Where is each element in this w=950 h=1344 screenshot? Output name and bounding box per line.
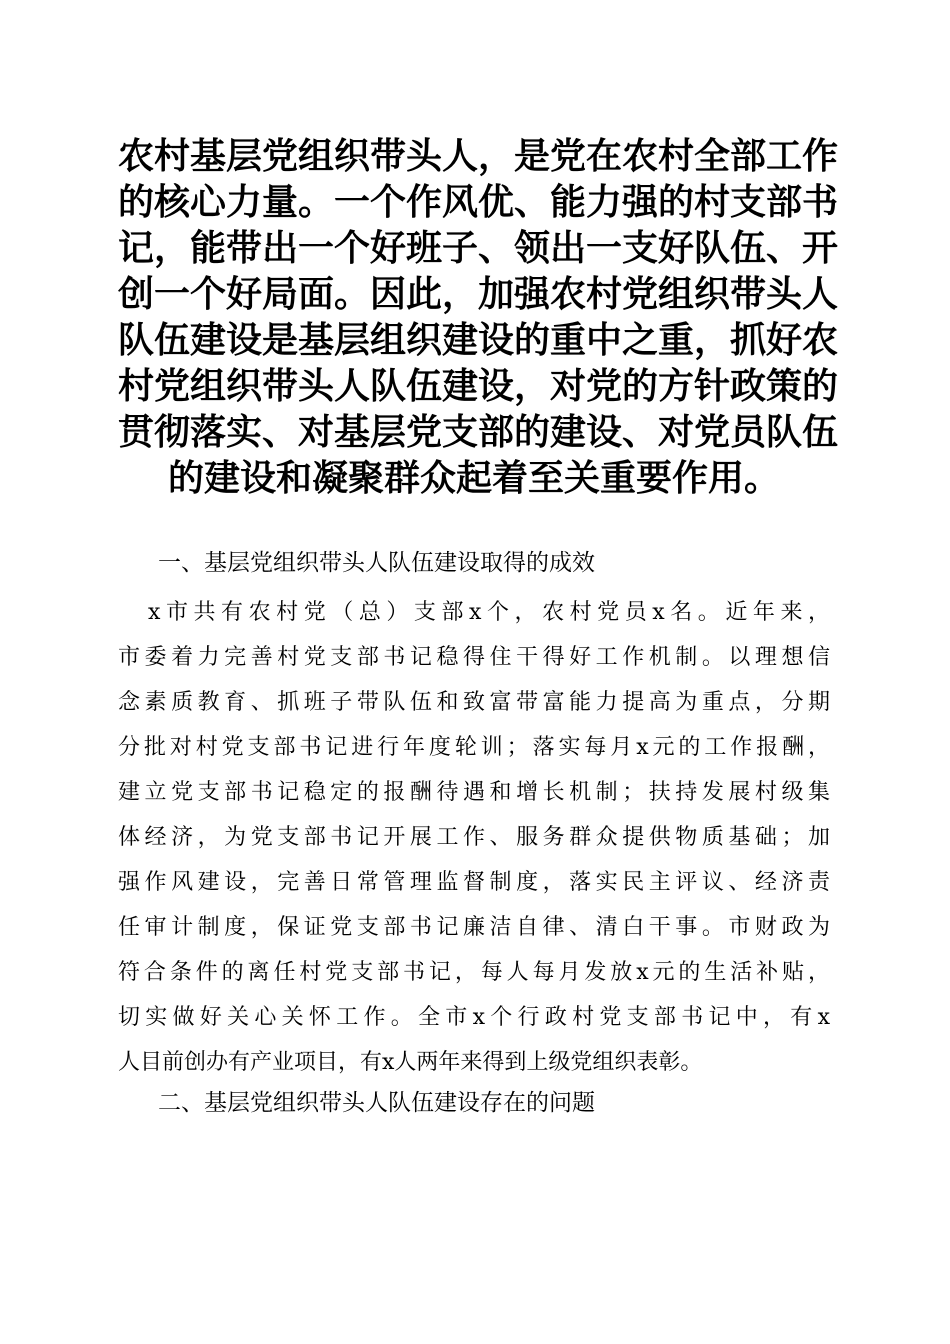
paragraph-line: 切实做好关心关怀工作。全市x个行政村党支部书记中，有x [118, 1005, 830, 1030]
paragraph-line: 强作风建设，完善日常管理监督制度，落实民主评议、经济责 [118, 870, 830, 895]
paragraph-line: x市共有农村党（总）支部x个，农村党员x名。近年来， [148, 600, 830, 625]
title-line: 的建设和凝聚群众起着至关重要作用。 [167, 457, 780, 499]
title-line: 贯彻落实、对基层党支部的建设、对党员队伍 [118, 411, 839, 453]
document-title [118, 133, 839, 501]
paragraph-line: 建立党支部书记稳定的报酬待遇和增长机制；扶持发展村级集 [118, 780, 830, 805]
section-heading-problems: 二、基层党组织带头人队伍建设存在的问题 [158, 1090, 595, 1116]
section-achievements-paragraph [118, 590, 830, 1085]
paragraph-line: 市委着力完善村党支部书记稳得住干得好工作机制。以理想信 [118, 645, 830, 670]
title-line: 队伍建设是基层组织建设的重中之重，抓好农 [118, 319, 839, 361]
paragraph-line: 任审计制度，保证党支部书记廉洁自律、清白干事。市财政为 [118, 915, 830, 940]
section-heading-achievements: 一、基层党组织带头人队伍建设取得的成效 [158, 550, 595, 576]
paragraph-line: 体经济，为党支部书记开展工作、服务群众提供物质基础；加 [118, 825, 830, 850]
title-line: 记，能带出一个好班子、领出一支好队伍、开 [118, 227, 839, 269]
title-line: 的核心力量。一个作风优、能力强的村支部书 [118, 181, 839, 223]
title-line: 创一个好局面。因此，加强农村党组织带头人 [118, 273, 839, 315]
paragraph-line: 念素质教育、抓班子带队伍和致富带富能力提高为重点，分期 [118, 690, 830, 715]
paragraph-line: 人目前创办有产业项目，有x人两年来得到上级党组织表彰。 [118, 1050, 703, 1075]
paragraph-line: 分批对村党支部书记进行年度轮训；落实每月x元的工作报酬， [118, 735, 830, 760]
title-line: 农村基层党组织带头人，是党在农村全部工作 [118, 135, 839, 177]
paragraph-line: 符合条件的离任村党支部书记，每人每月发放x元的生活补贴， [118, 960, 830, 985]
title-line: 村党组织带头人队伍建设，对党的方针政策的 [118, 365, 839, 407]
